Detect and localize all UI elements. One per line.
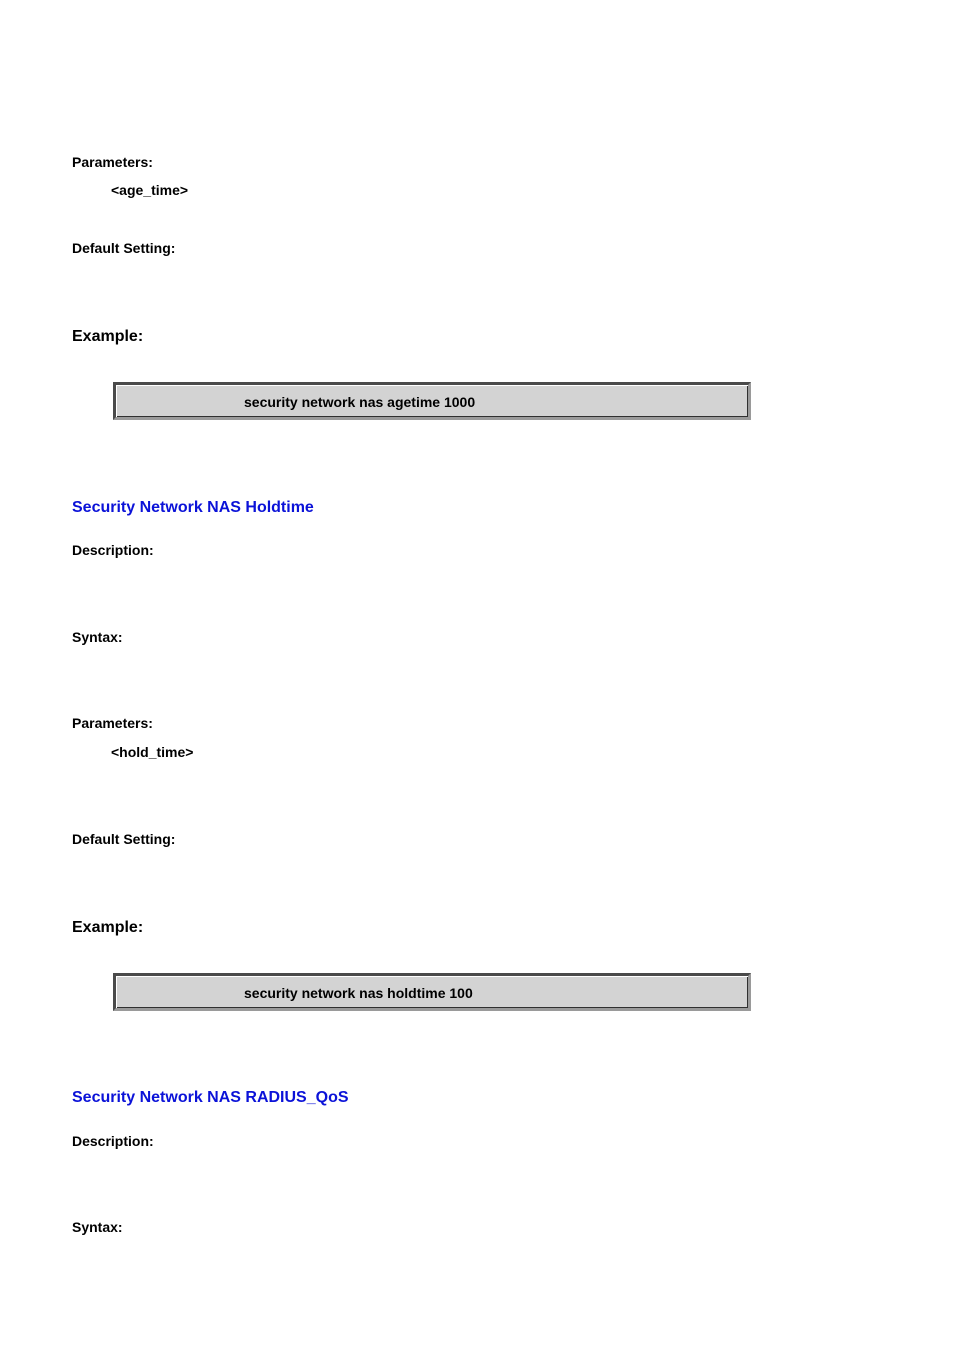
description-label: Description: [72,1133,154,1149]
parameter-name: <age_time> [111,182,189,198]
example-command-box [113,973,751,1011]
parameters-label: Parameters: [72,715,153,731]
default-setting-label: Default Setting: [72,240,176,256]
example-command: security network nas agetime 1000 [244,394,476,410]
example-command-box [113,382,751,420]
parameter-name: <hold_time> [111,744,194,760]
syntax-label: Syntax: [72,1219,123,1235]
example-command: security network nas holdtime 100 [244,985,473,1001]
syntax-label: Syntax: [72,629,123,645]
example-label: Example: [72,328,144,345]
description-label: Description: [72,542,154,558]
parameters-label: Parameters: [72,154,153,170]
example-label: Example: [72,919,144,936]
section-heading-holdtime: Security Network NAS Holdtime [72,499,314,516]
section-heading-radius-qos: Security Network NAS RADIUS_QoS [72,1089,349,1106]
default-setting-label: Default Setting: [72,831,176,847]
